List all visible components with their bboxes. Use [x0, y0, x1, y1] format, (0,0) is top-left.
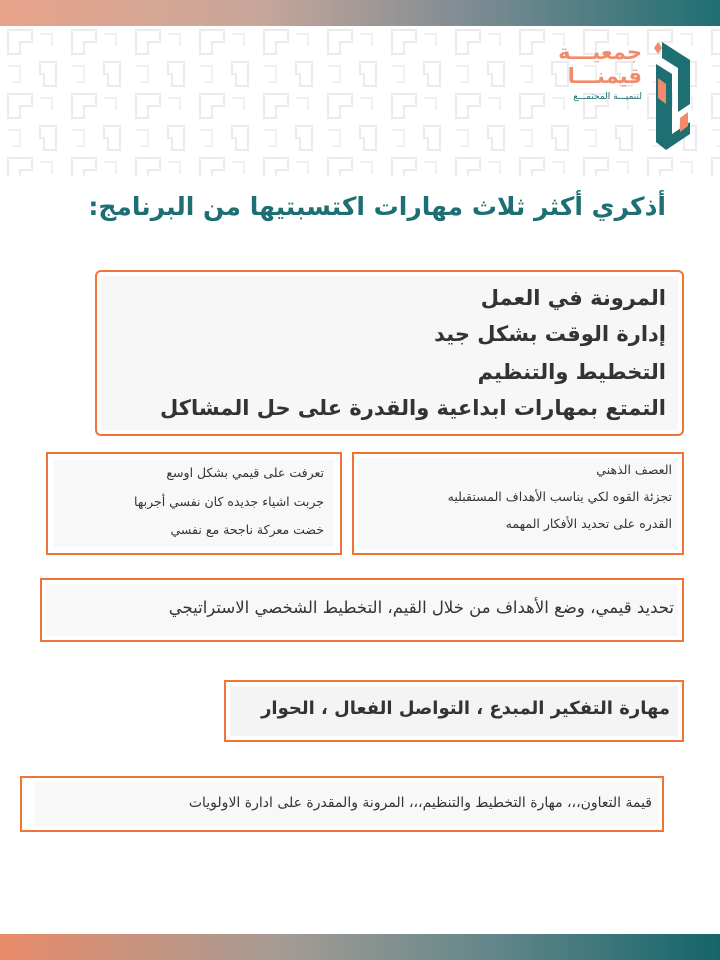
answer-line: قيمة التعاون،،، مهارة التخطيط والتنظيم،،، المرونة والمقدرة على ادارة الاولويات — [188, 795, 652, 811]
answer-line: العصف الذهني — [596, 462, 672, 477]
answer-box-3 — [46, 452, 342, 555]
answer-box-4 — [40, 578, 684, 642]
logo-text-subtitle: لتنميـــة المجتمـــع — [573, 92, 642, 102]
answer-line: جربت اشياء جديده كان نفسي أجربها — [134, 494, 324, 509]
answer-line: مهارة التفكير المبدع ، التواصل الفعال ، الحوار — [261, 698, 670, 719]
top-gradient-bar — [0, 0, 720, 26]
answer-line: تعرفت على قيمي بشكل اوسع — [166, 465, 324, 480]
answer-box-2 — [352, 452, 684, 555]
answer-box-1 — [95, 270, 684, 436]
answer-line: إدارة الوقت بشكل جيد — [434, 322, 666, 346]
answer-line: القدره على تحديد الأفكار المهمه — [505, 516, 672, 531]
answer-line: تحديد قيمي، وضع الأهداف من خلال القيم، التخطيط الشخصي الاستراتيجي — [168, 598, 674, 617]
logo-text-association: جمعيـــة — [558, 40, 642, 64]
answer-box-5 — [224, 680, 684, 742]
answer-line: تجزئة القوه لكي يناسب الأهداف المستقبليه — [447, 489, 672, 504]
page-heading: أذكري أكثر ثلاث مهارات اكتسبتيها من البرنامج: — [88, 192, 666, 221]
answer-box-6 — [20, 776, 664, 832]
answer-line: التخطيط والتنظيم — [477, 360, 666, 384]
logo-text-qimna: قيمنـــا — [567, 64, 642, 88]
answer-line: المرونة في العمل — [480, 286, 666, 310]
answer-line: التمتع بمهارات ابداعية والقدرة على حل المشاكل — [160, 396, 666, 420]
answer-line: خضت معركة ناجحة مع نفسي — [170, 522, 324, 537]
bottom-gradient-bar — [0, 934, 720, 960]
